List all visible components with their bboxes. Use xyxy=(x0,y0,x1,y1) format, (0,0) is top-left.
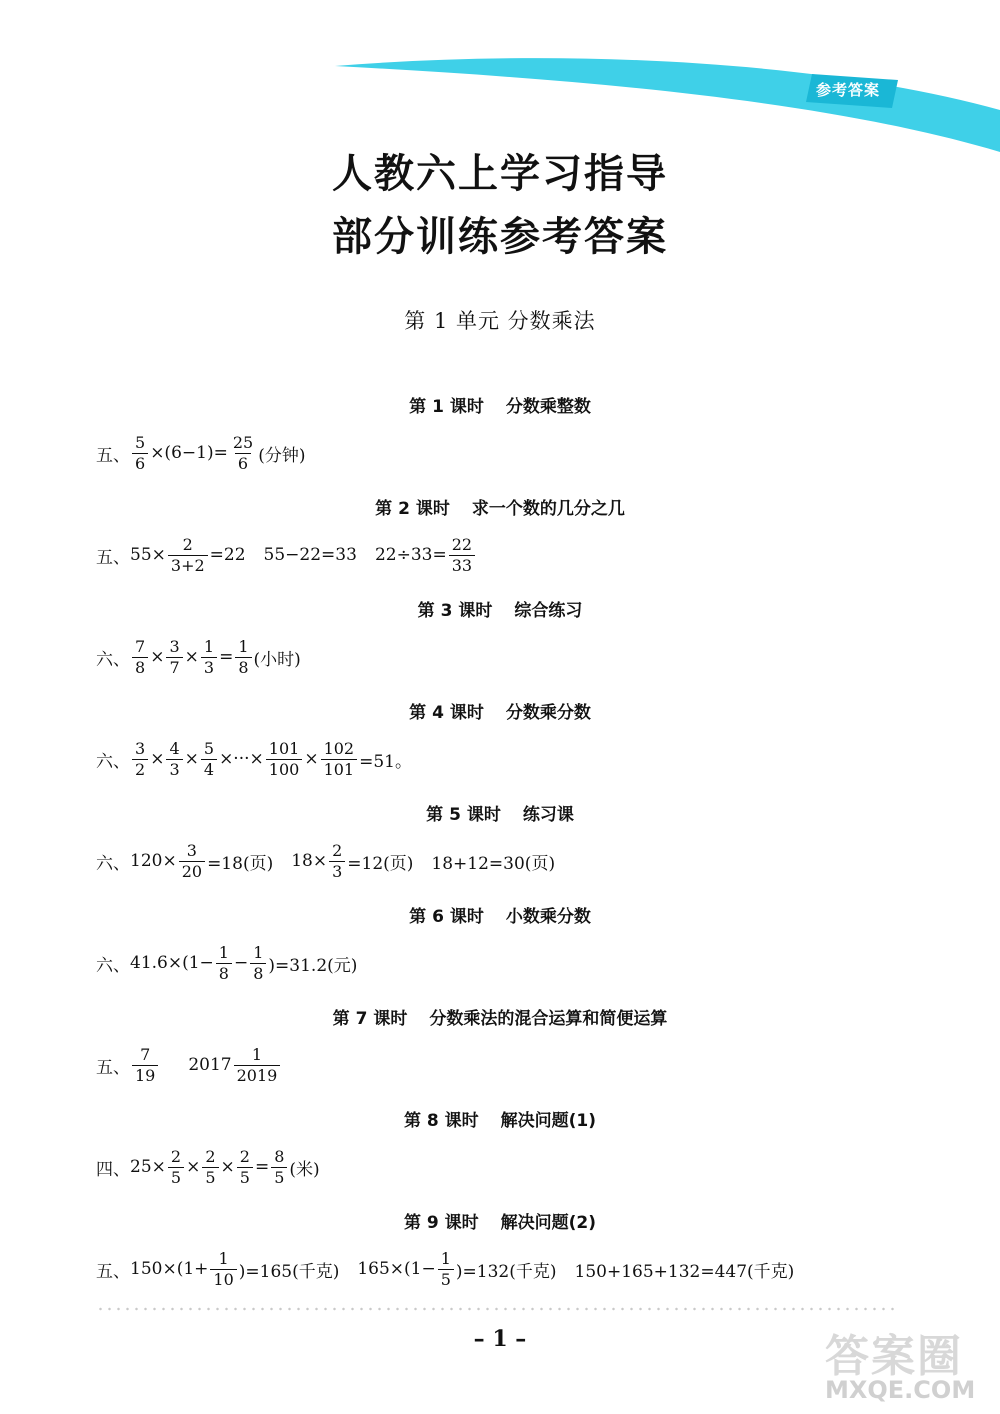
expr-text: )=132(千克) xyxy=(455,1261,557,1282)
fraction: $\frac{102}{101}$ xyxy=(321,740,358,778)
fraction: $\frac{1}{5}$ xyxy=(438,1250,454,1288)
lesson-number: 第 5 课时 xyxy=(426,805,501,825)
fraction: $\frac{7}{8}$ xyxy=(132,638,148,676)
question-label: 四、 xyxy=(96,1159,130,1180)
expr-text: =51。 xyxy=(359,751,412,772)
expr-text: )=165(千克) xyxy=(238,1261,340,1282)
lesson-number: 第 7 课时 xyxy=(332,1009,408,1029)
lesson-number: 第 9 课时 xyxy=(403,1213,479,1233)
lesson-number: 第 3 课时 xyxy=(417,601,493,621)
expr-text: × xyxy=(150,749,165,769)
expr-text: 25× xyxy=(130,1157,166,1177)
expr-text: =22 xyxy=(209,545,246,565)
watermark-logo: 答案圈 xyxy=(825,1331,963,1382)
lesson-name: 综合练习 xyxy=(514,601,583,621)
fraction: $\frac{4}{3}$ xyxy=(166,740,182,778)
lesson-number: 第 2 课时 xyxy=(375,499,450,519)
expr-text: = xyxy=(254,1157,270,1177)
fraction: $\frac{1}{8}$ xyxy=(250,944,266,982)
fraction: $\frac{1}{2019}$ xyxy=(234,1046,281,1084)
fraction: $\frac{5}{4}$ xyxy=(201,740,217,778)
answer-badge: 参考答案 xyxy=(815,81,880,99)
watermark-url: MXQE.COM xyxy=(825,1376,976,1404)
fraction: $\frac{1}{10}$ xyxy=(210,1250,236,1288)
fraction: $\frac{2}{5}$ xyxy=(168,1148,184,1186)
question-label: 五、 xyxy=(96,547,130,568)
answer-line xyxy=(96,729,412,789)
answer-line xyxy=(96,933,357,993)
question-label: 五、 xyxy=(96,1057,130,1078)
expr-text: − xyxy=(233,953,249,973)
answer-line xyxy=(96,831,555,891)
fraction: $\frac{8}{5}$ xyxy=(271,1148,287,1186)
answer-line xyxy=(96,423,305,483)
expr-text: 18+12=30(页) xyxy=(431,853,556,874)
expr-text: =18(页) xyxy=(207,853,274,874)
expr-text: (分钟) xyxy=(258,445,306,466)
lesson-number: 第 4 课时 xyxy=(409,703,484,723)
fraction: $\frac{2}{5}$ xyxy=(202,1148,218,1186)
question-label: 五、 xyxy=(96,445,130,466)
expr-text: (小时) xyxy=(253,649,301,670)
fraction: $\frac{1}{3}$ xyxy=(201,638,217,676)
lesson-heading xyxy=(0,1004,1000,1029)
lesson-number: 第 8 课时 xyxy=(403,1111,479,1131)
fraction: $\frac{2}{5}$ xyxy=(237,1148,253,1186)
question-label: 六、 xyxy=(96,751,130,772)
fraction: $\frac{1}{8}$ xyxy=(216,944,232,982)
expr-text: 55−22=33 xyxy=(263,545,357,565)
lesson-name: 解决问题(2) xyxy=(500,1213,597,1233)
question-label: 六、 xyxy=(96,853,130,874)
lesson-heading xyxy=(0,902,1000,927)
fraction: $\frac{3}{7}$ xyxy=(166,638,182,676)
lesson-heading xyxy=(0,1106,1000,1131)
question-label: 六、 xyxy=(96,649,130,670)
expr-text: 55× xyxy=(130,545,166,565)
fraction: $\frac{7}{19}$ xyxy=(132,1046,158,1084)
expr-text: 150×(1+ xyxy=(130,1259,209,1279)
expr-text: × xyxy=(220,1157,235,1177)
question-label: 五、 xyxy=(96,1261,130,1282)
lesson-number: 第 6 课时 xyxy=(409,907,484,927)
fraction: $\frac{22}{33}$ xyxy=(449,536,475,574)
expr-text: (米) xyxy=(289,1159,320,1180)
lesson-name: 小数乘分数 xyxy=(505,907,591,927)
expr-text: )=31.2(元) xyxy=(268,955,358,976)
fraction: $\frac{101}{100}$ xyxy=(266,740,303,778)
fraction: $\frac{5}{6}$ xyxy=(132,434,148,472)
expr-text: 120× xyxy=(130,851,177,871)
lesson-name: 分数乘分数 xyxy=(505,703,591,723)
page-title: 人教六上学习指导 xyxy=(332,151,668,197)
expr-text: × xyxy=(184,647,199,667)
lesson-number: 第 1 课时 xyxy=(409,397,484,417)
lesson-name: 解决问题(1) xyxy=(500,1111,597,1131)
expr-text: 41.6×(1− xyxy=(130,953,214,973)
page-number: – 1 – xyxy=(473,1326,527,1352)
answer-line xyxy=(96,627,301,687)
answer-line xyxy=(96,1035,282,1095)
fraction: $\frac{3}{2}$ xyxy=(132,740,148,778)
expr-text: ×(6−1)= xyxy=(150,443,228,463)
lesson-heading xyxy=(0,494,1000,519)
fraction: $\frac{2}{3+2}$ xyxy=(168,536,208,574)
watermark xyxy=(825,1320,995,1410)
expr-text: 150+165+132=447(千克) xyxy=(574,1261,795,1282)
expr-text: 165×(1− xyxy=(357,1259,436,1279)
fraction: $\frac{2}{3}$ xyxy=(329,842,345,880)
lesson-heading xyxy=(0,800,1000,825)
lesson-heading xyxy=(0,698,1000,723)
lesson-name: 分数乘法的混合运算和简便运算 xyxy=(429,1009,668,1029)
expr-text: = xyxy=(219,647,234,667)
expr-text: ×···× xyxy=(219,749,264,769)
fraction: $\frac{3}{20}$ xyxy=(179,842,205,880)
expr-text: =12(页) xyxy=(347,853,414,874)
expr-text: 18× xyxy=(291,851,328,871)
fraction: $\frac{1}{8}$ xyxy=(235,638,251,676)
question-label: 六、 xyxy=(96,955,130,976)
lesson-heading xyxy=(0,392,1000,417)
lesson-heading xyxy=(0,596,1000,621)
expr-text: 22÷33= xyxy=(374,545,447,565)
answer-line xyxy=(96,1239,794,1299)
dotted-divider xyxy=(96,1306,896,1312)
lesson-name: 练习课 xyxy=(522,805,574,825)
expr-text: × xyxy=(304,749,319,769)
page-subtitle: 部分训练参考答案 xyxy=(332,214,668,260)
fraction: $\frac{25}{6}$ xyxy=(232,432,254,473)
answer-line xyxy=(96,525,477,585)
answer-line xyxy=(96,1137,320,1197)
lesson-heading xyxy=(0,1208,1000,1233)
expr-text: 2017 xyxy=(188,1055,232,1075)
expr-text: × xyxy=(150,647,165,667)
expr-text: × xyxy=(184,749,199,769)
expr-text: × xyxy=(186,1157,201,1177)
unit-heading: 第 1 单元 分数乘法 xyxy=(404,309,596,333)
lesson-name: 分数乘整数 xyxy=(505,397,591,417)
banner-swoosh xyxy=(335,58,1000,152)
lesson-name: 求一个数的几分之几 xyxy=(471,499,625,519)
